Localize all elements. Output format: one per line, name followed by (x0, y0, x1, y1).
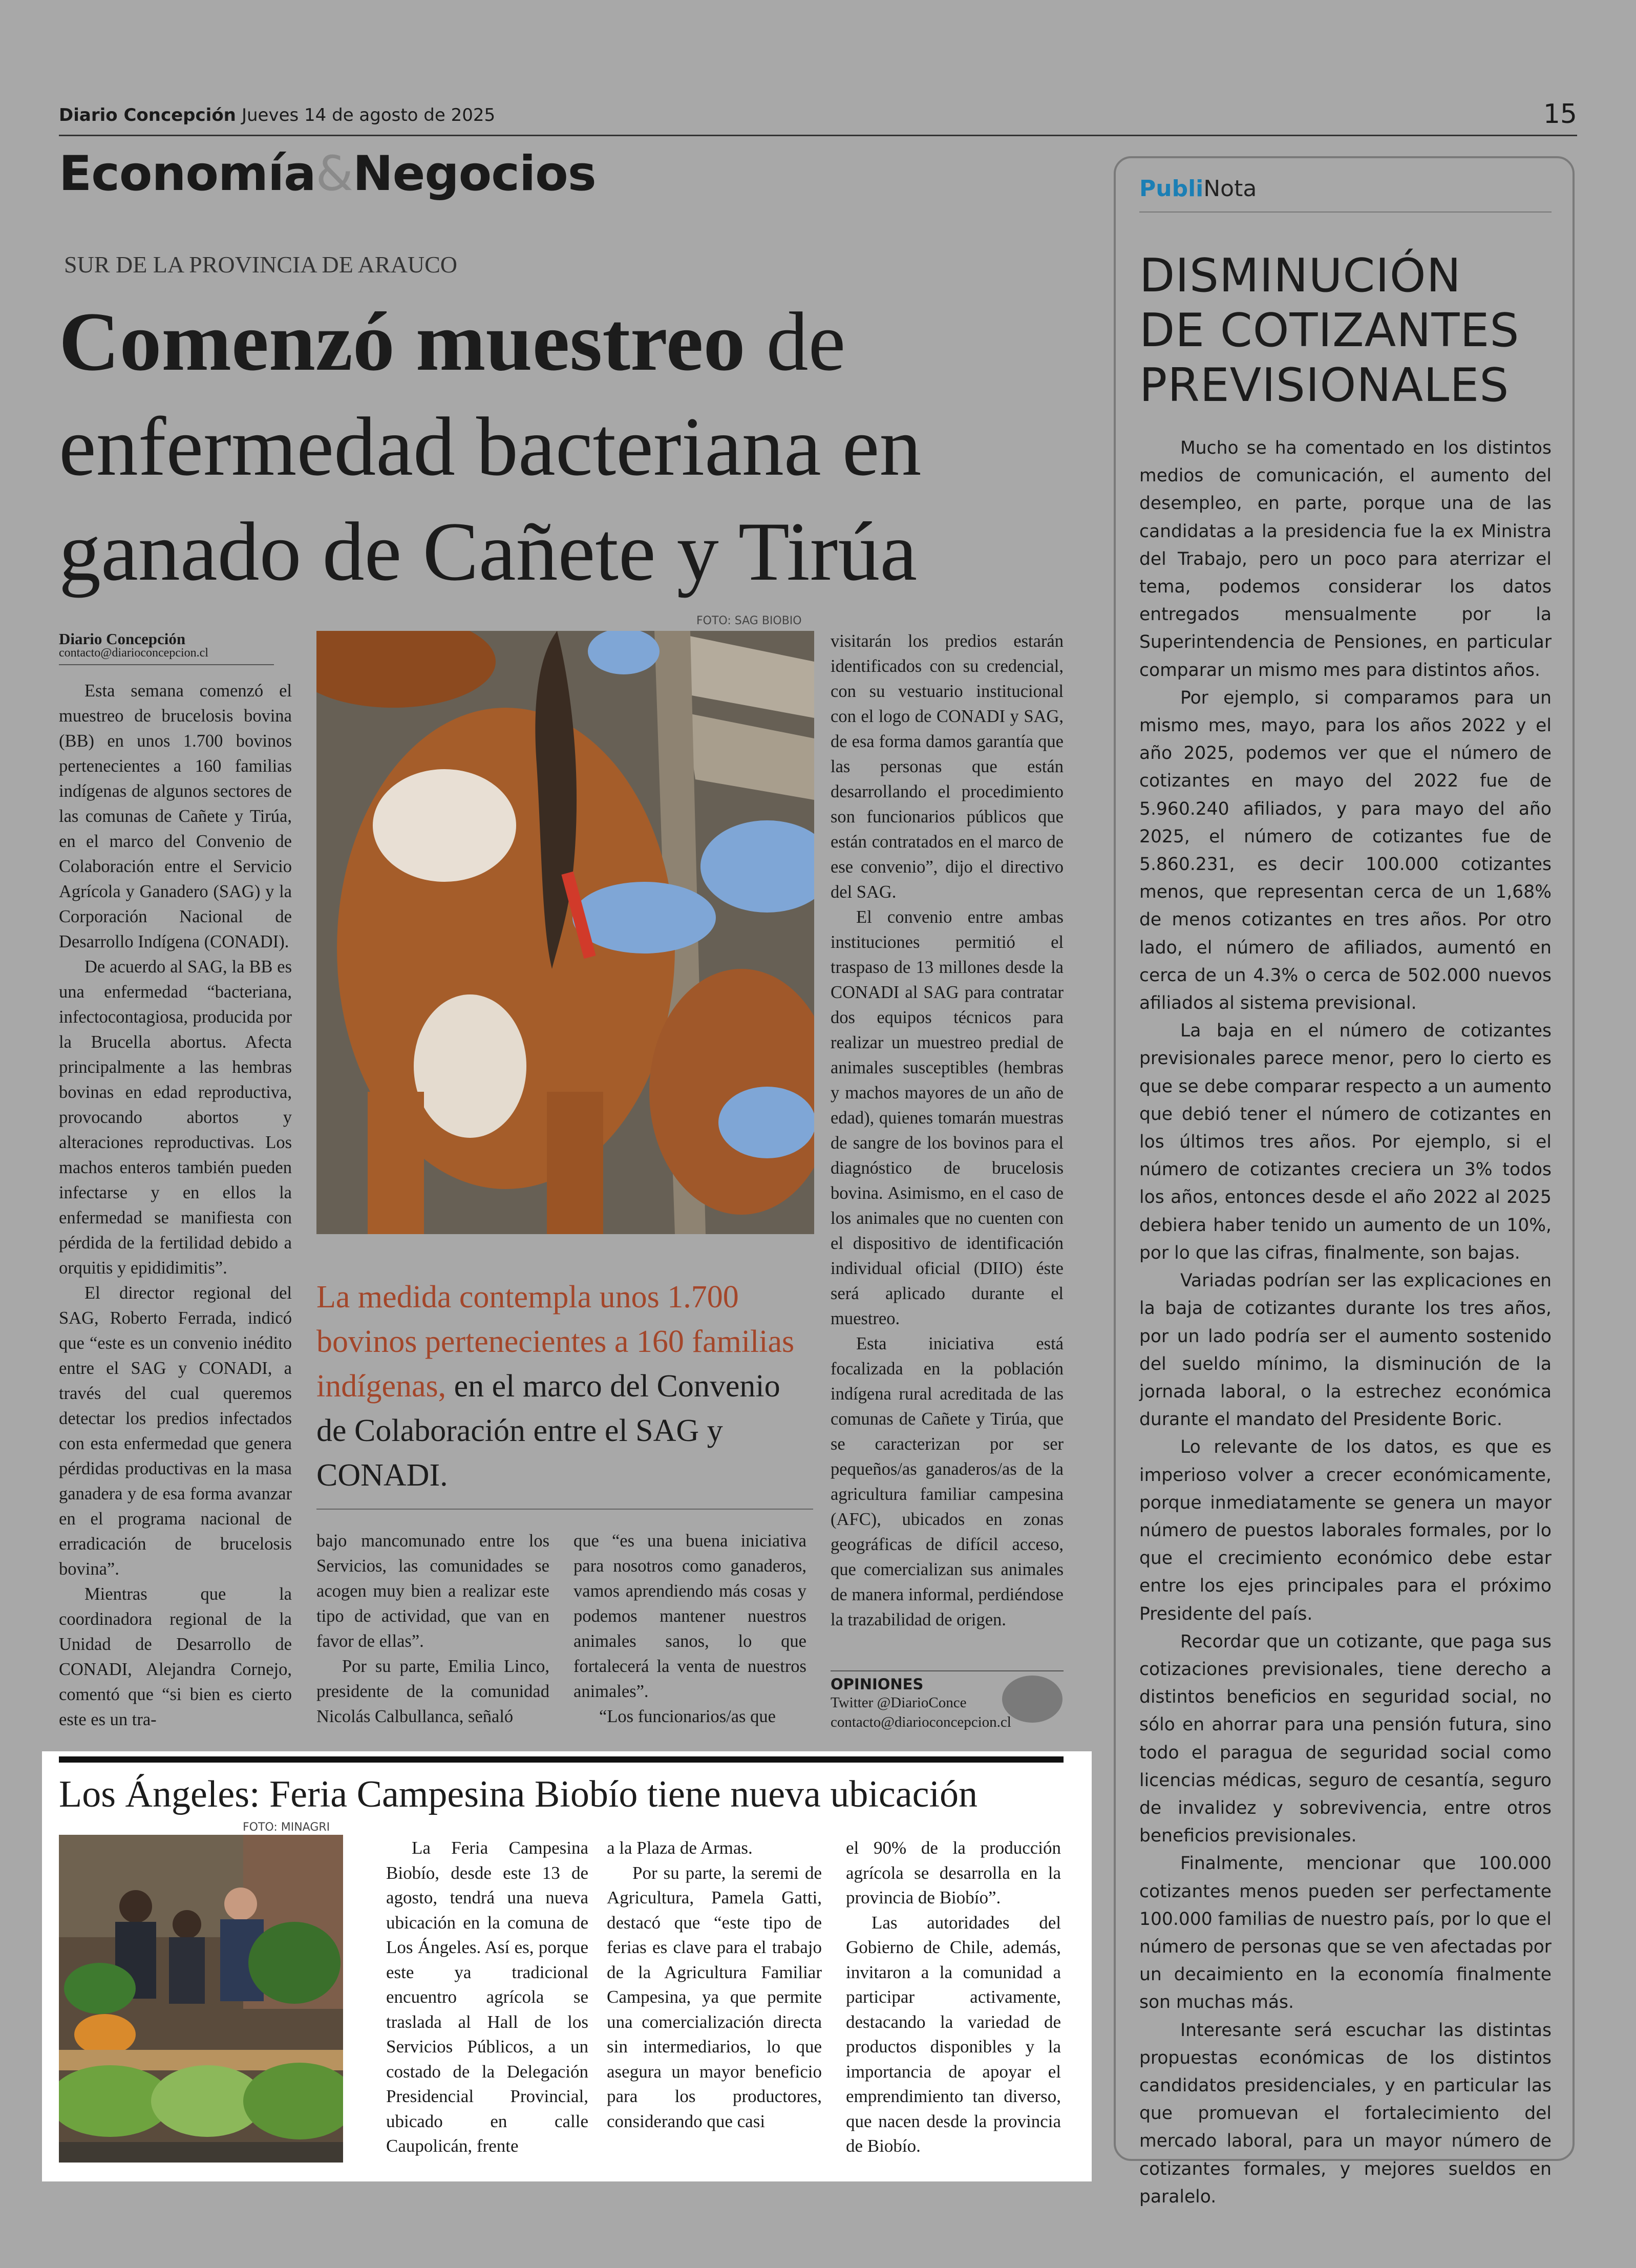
pull-quote (316, 1275, 813, 1498)
feria-photo-credit: FOTO: MINAGRI (243, 1821, 330, 1834)
article-column-1: Esta semana comenzó el muestreo de brucelosis bovina (BB) en unos 1.700 bovinos pertenecientes a 160 familias indígenas de algunos sectores de las comunas de Cañete y Tirúa, en el marco del Convenio de Colaboración entre el Servicio Agrícola y Ganadero (SAG) y la Corporación Nacional de Desarrollo Indígena (CONADI). De acuerdo al SAG, la BB es una enfermedad “bacteriana, infectocontagiosa, producida por la Brucella abortus. Afecta principalmente a las hembras bovinas en edad reproductiva, provocando abortos y alteraciones reproductivas. Los machos enteros también pueden infectarse y en ellos la enfermedad se manifiesta con pérdida de la fertilidad debido a orquitis y epididimitis”. El director regional del SAG, Roberto Ferrada, indicó que “este es un convenio inédito entre el SAG y CONADI, a través del cual queremos detectar los predios infectados con esta enfermedad que genera pérdidas productivas en la masa ganadera y de esa forma avanzar en el programa nacional de erradicación de brucelosis bovina”. Mientras que la coordinadora regional de la Unidad de Desarrollo de CONADI, Alejandra Cornejo, comentó que “si bien es cierto este es un tra- (59, 681, 292, 1729)
feria-box (42, 1751, 1092, 2181)
opinions-twitter[interactable]: Twitter @DiarioConce (831, 1694, 967, 1711)
pull-quote-highlight: La medida contempla unos 1.700 bovinos pertenecientes a 160 familias indígenas, (316, 1280, 795, 1404)
speech-bubble-icon (1002, 1676, 1063, 1723)
publinota-rule (1139, 211, 1552, 213)
article-kicker: SUR DE LA PROVINCIA DE ARAUCO (64, 251, 458, 278)
headline-line-3: ganado de Cañete y Tirúa (59, 505, 918, 598)
publinota-body: Mucho se ha comentado en los distintos medios de comunicación, el aumento del desempleo, en parte, porque una de las candidatas a la presidencia fue la ex Ministra del Trabajo, pero un poco para aterrizar el tema, podemos considerar los datos entregados mensualmente por la Superintendencia de Pensiones, en particular comparar un mismo mes para distintos años. Por ejemplo, si comparamos para un mismo mes, mayo, para los años 2022 y el año 2025, podemos ver que el número de cotizantes en mayo del 2022 fue de 5.960.240 afiliados, y para mayo del año 2025, el número de cotizantes fue de 5.860.231, es decir 100.000 cotizantes menos, que representan cerca de un 1,68% de menos cotizantes en tres años. Por otro lado, el número de afiliados, aumentó en cerca de un 4.3% o cerca de 502.000 nuevos afiliados al sistema previsional. La baja en el número de cotizantes previsionales parece menor, pero lo cierto es que se debe comparar respecto a un aumento que debió tener el número de cotizantes en los últimos tres años. Por ejemplo, si el número de cotizantes creciera un 3% todos los años, entonces desde el año 2022 al 2025 debiera haber tenido un aumento de un 10%, por lo que las cifras, finalmente, son bajas. Variadas podrían ser las explicaciones en la baja de cotizantes durante los tres años, por un lado podría ser el aumento sostenido del sueldo mínimo, la disminución de la jornada laboral, o la estrechez económica durante el mandato del Presidente Boric. Lo relevante de los datos, es que es imperioso volver a crecer económicamente, porque inmediatamente se genera un mayor número de puestos laborales formales, por lo que el crecimiento económico debe estar entre los ejes principales para el próximo Presidente del país. Recordar que un cotizante, que paga sus cotizaciones previsionales, tiene derecho a distintos beneficios en seguridad social, no sólo en ahorrar para una pensión futura, sino todo el paragua de seguridad social como licencias médicas, seguro de cesantía, seguro de invalidez y sobrevivencia, entre otros beneficios previsionales. Finalmente, mencionar que 100.000 cotizantes menos pueden ser perfectamente 100.000 familias de nuestro país, por lo que el número de personas que se ven afectadas por un decaimiento en la economía finalmente son muchas más. Interesante será escuchar las distintas propuestas económicas de los distintos candidatos presidenciales, y en particular las que promuevan el fortalecimiento del mercado laboral, para un mayor número de cotizantes formales, y mejores sueldos en paralelo. (1139, 438, 1552, 2207)
issue-date: Jueves 14 de agosto de 2025 (241, 105, 496, 125)
section-amp: & (315, 146, 353, 202)
header-rule (59, 135, 1577, 136)
feria-photo (59, 1835, 343, 2163)
feria-headline: Los Ángeles: Feria Campesina Biobío tiene nueva ubicación (59, 1773, 978, 1815)
headline-bold: Comenzó muestreo (59, 295, 746, 388)
paper-name: Diario Concepción (59, 105, 236, 125)
publinota-title: DISMINUCIÓN DE COTIZANTES PREVISIONALES (1139, 249, 1520, 412)
opinions-label: OPINIONES (831, 1676, 924, 1693)
byline (59, 630, 274, 665)
cattle-photo (316, 631, 814, 1234)
feria-column-2: a la Plaza de Armas. Por su parte, la seremi de Agricultura, Pamela Gatti, destacó que “este tipo de ferias es clave para el trabajo de la Agricultura Familiar Campesina, ya que permite una comercialización directa sin intermediarios, lo que asegura un mayor beneficio para los productores, considerando que casi (607, 1838, 822, 2131)
article-column-2: bajo mancomunado entre los Servicios, las comunidades se acogen muy bien a realizar este tipo de actividad, que van en favor de ellas”. Por su parte, Emilia Linco, presidente de la comunidad Nicolás Calbullanca, señaló (316, 1531, 549, 1726)
publinota-label (1139, 176, 1257, 202)
section-title (59, 146, 596, 202)
article-column-4: visitarán los predios estarán identificados con su credencial, con su vestuario institucional con el logo de CONADI y SAG, de esa forma damos garantía que las personas que están desarrollando el procedimiento son funcionarios públicos que están contratados en el marco de ese convenio”, dijo el directivo del SAG. El convenio entre ambas instituciones permitió el traspaso de 13 millones desde la CONADI al SAG para contratar dos equipos técnicos para realizar un muestreo predial de animales susceptibles (hembras y machos mayores de un año de edad), quienes tomarán muestras de sangre de los bovinos para el diagnóstico de brucelosis bovina. Asimismo, en el caso de los animales que no cuenten con el dispositivo de identificación individual oficial (DIIO) éste será aplicado durante el muestreo. Esta iniciativa está focalizada en la población indígena rural acreditada de las comunas de Cañete y Tirúa, que se caracterizan por ser pequeños/as ganaderos/as de la agricultura familiar campesina (AFC), ubicados en zonas geográficas de difícil acceso, que comercializan sus animales de manera informal, perdiéndose la trazabilidad de origen. (831, 631, 1064, 1629)
page-number: 15 (1543, 99, 1577, 130)
author: Diario Concepción (59, 630, 186, 648)
opinions-email[interactable]: contacto@diarioconcepcion.cl (831, 1714, 1011, 1730)
feria-column-1: La Feria Campesina Biobío, desde este 13 de agosto, tendrá una nueva ubicación en la comuna de Los Ángeles. Así es, porque este ya tradicional encuentro agrícola se traslada al Hall de los Servicios Públicos, a un costado de la Delegación Presidencial Provincial, ubicado en calle Caupolicán, frente (386, 1838, 588, 2156)
pull-quote-rest: en el marco del Convenio de Colaboración entre el SAG y CONADI. (316, 1369, 780, 1493)
section-left: Economía (59, 146, 316, 202)
page-header (59, 99, 1577, 136)
feria-box-topbar (59, 1756, 1064, 1763)
section-right: Negocios (352, 146, 596, 202)
publinota-label-a: Publi (1139, 176, 1204, 202)
author-email: contacto@diarioconcepcion.cl (59, 646, 208, 660)
opinions-block (831, 1676, 1064, 1737)
pull-quote-rule (316, 1509, 813, 1510)
opinions-rule (831, 1670, 1064, 1671)
photo-credit: FOTO: SAG BIOBIO (696, 614, 802, 627)
publinota-label-b: Nota (1203, 176, 1257, 202)
article-headline: Comenzó muestreo de enfermedad bacteriana en ganado de Cañete y Tirúa (59, 289, 1083, 604)
article-column-3: que “es una buena iniciativa para nosotros como ganaderos, vamos aprendiendo más cosas y podemos mantener nuestros animales sanos, lo que fortalecerá la venta de nuestros animales”. “Los funcionarios/as que (573, 1531, 806, 1726)
feria-column-3: el 90% de la producción agrícola se desarrolla en la provincia de Biobío”. Las autoridades del Gobierno de Chile, además, invitaron a la comunidad a participar activamente, destacando la variedad de productos disponibles y la importancia de apoyar el emprendimiento tan diverso, que nacen desde la provincia de Biobío. (846, 1838, 1061, 2156)
headline-line-2: enfermedad bacteriana en (59, 400, 922, 493)
